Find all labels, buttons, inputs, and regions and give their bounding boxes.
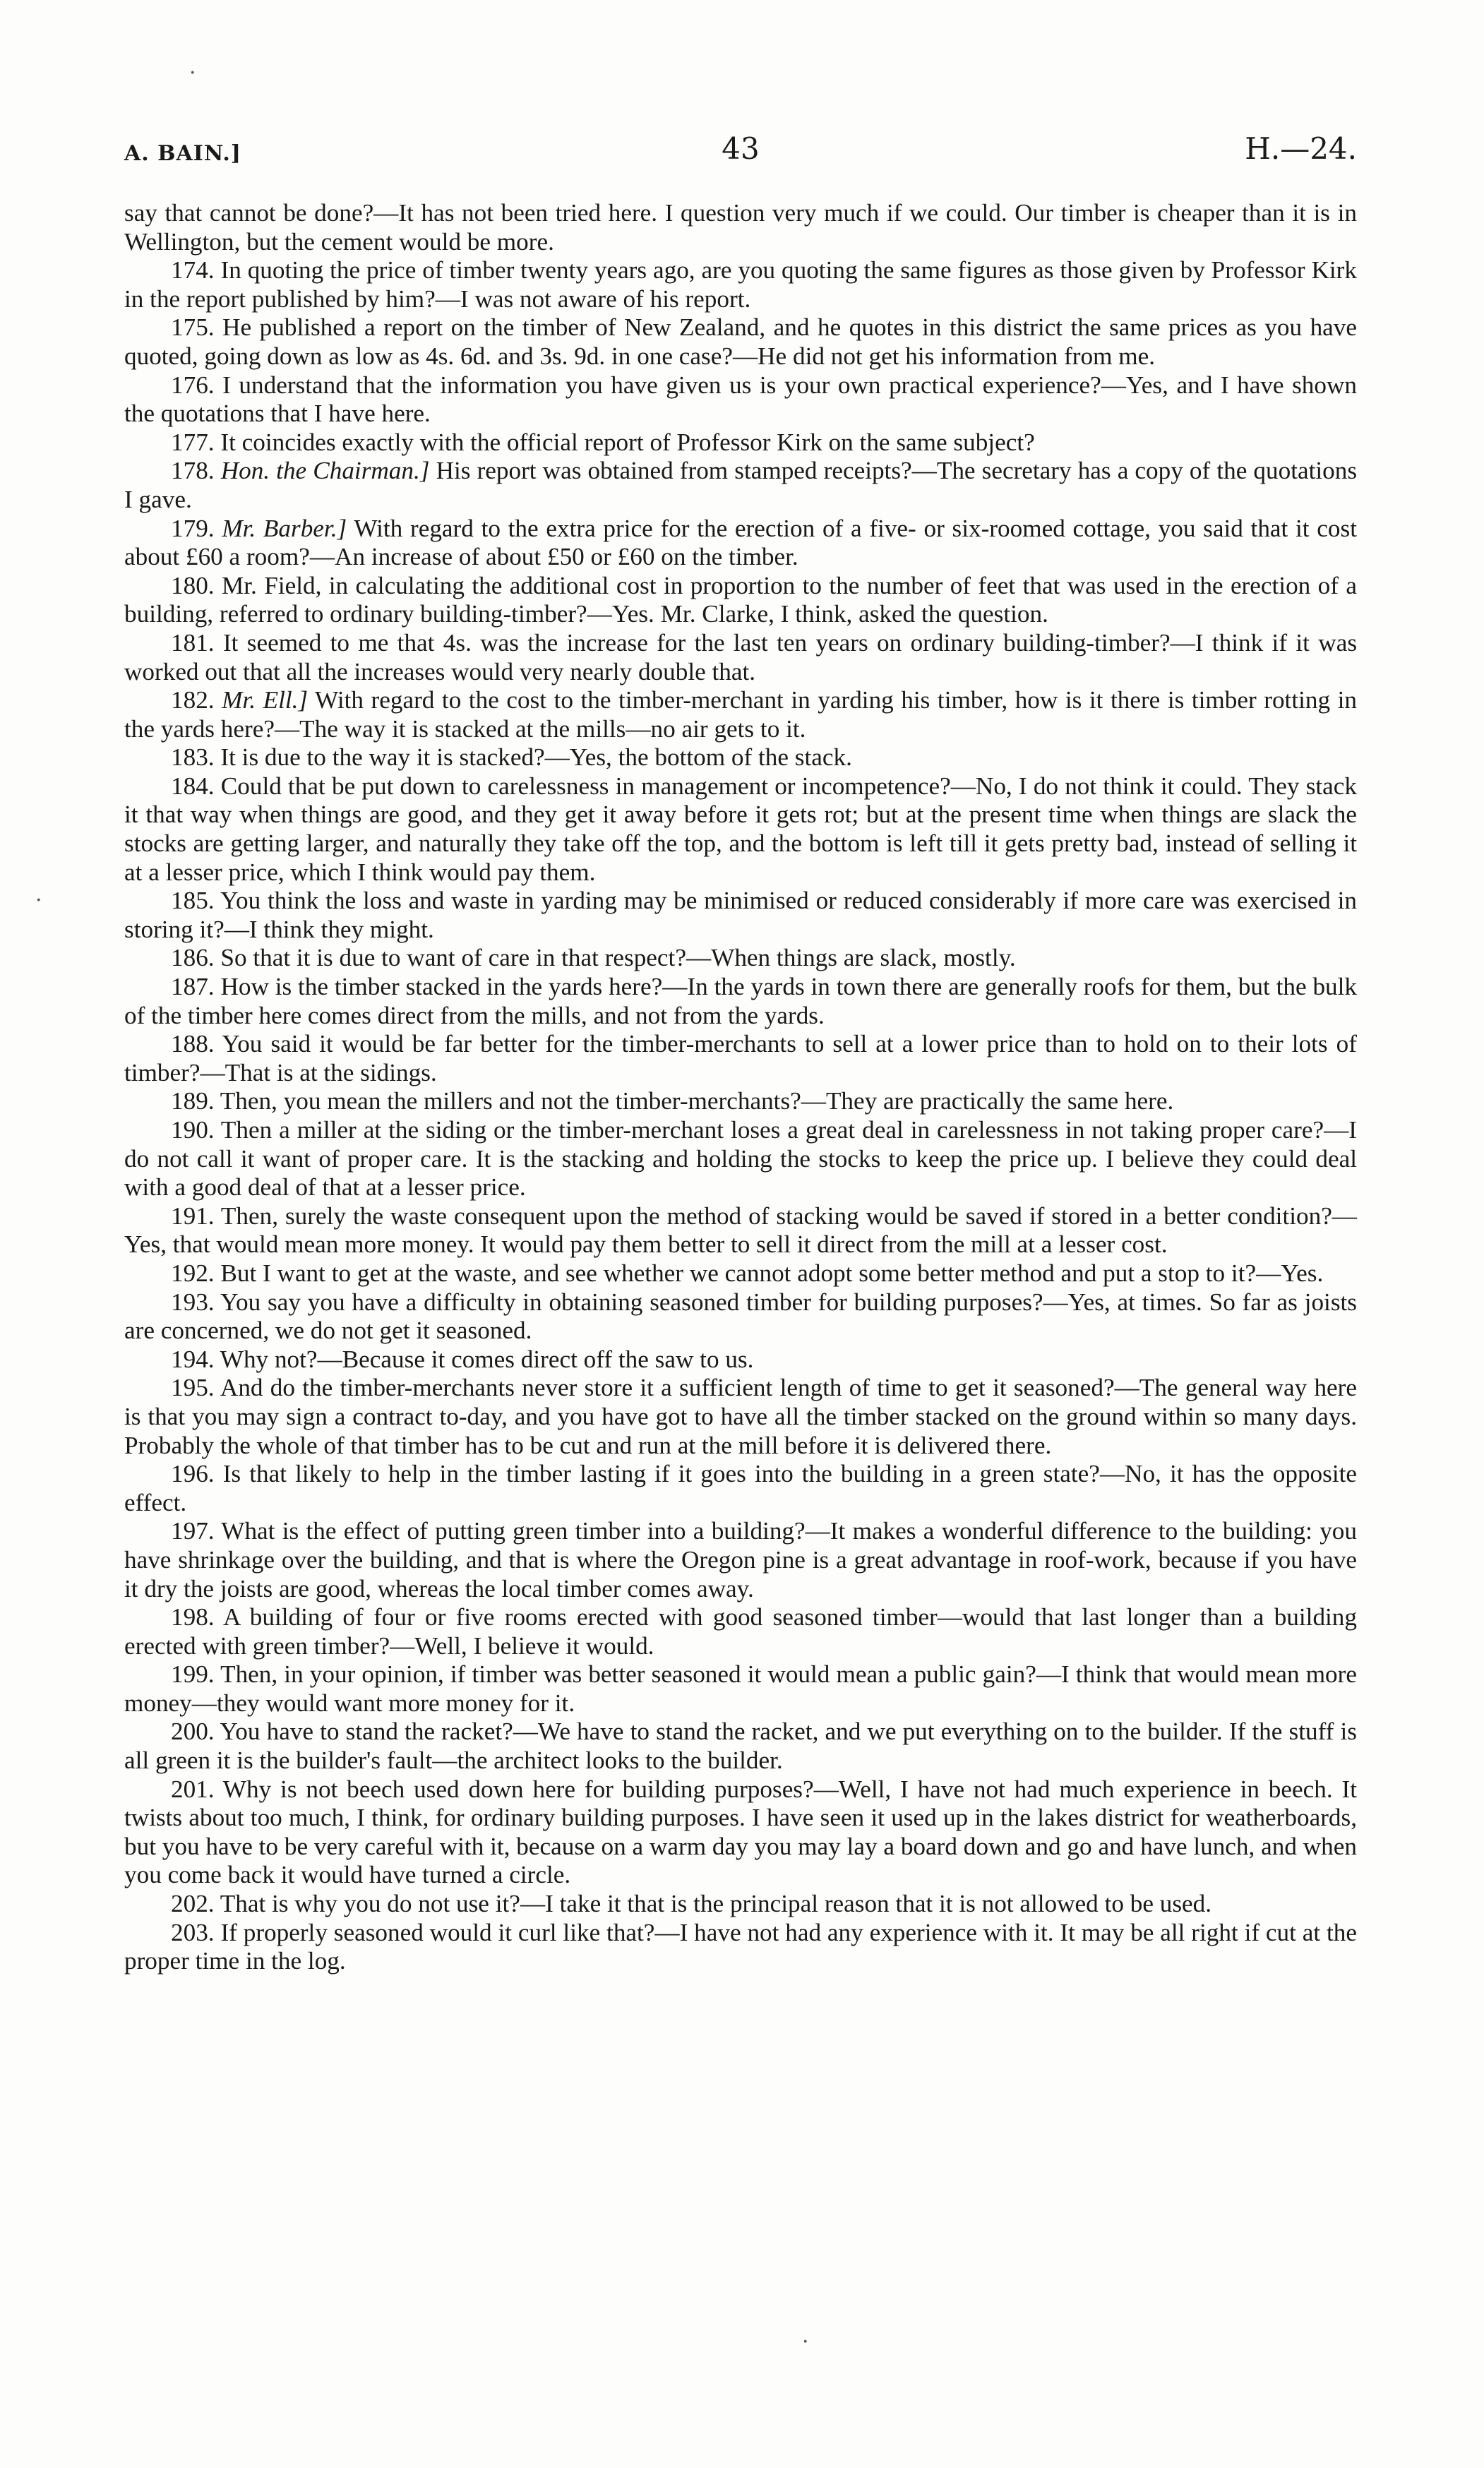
question-number: 195.: [171, 1374, 215, 1402]
question-number: 198.: [171, 1603, 215, 1631]
speaker-name: Mr. Barber.]: [222, 514, 347, 542]
question-paragraph: [124, 1517, 1357, 1603]
scan-speck: ·: [802, 2330, 809, 2354]
paragraph-text: Mr. Field, in calculating the additional cost in proportion to the number of feet that was used in the erection of a building, referred to ordinary building-timber?—Yes. Mr. Clarke, I think, asked the question.: [124, 571, 1357, 628]
question-paragraph: [124, 515, 1357, 572]
testimony-body: [124, 199, 1357, 1976]
question-paragraph: [124, 944, 1357, 973]
question-paragraph: [124, 371, 1357, 429]
speaker-name: Mr. Ell.]: [222, 686, 309, 714]
paragraph-text: Then, surely the waste consequent upon the method of stacking would be saved if stored in a better condition?—Yes, that would mean more money. It would pay them better to sell it direct from the mill at a lesser cost.: [124, 1202, 1357, 1259]
question-number: 196.: [171, 1460, 215, 1488]
question-number: 182.: [171, 686, 215, 714]
witness-name: A. BAIN.]: [124, 141, 241, 166]
question-paragraph: [124, 1202, 1357, 1259]
question-number: 184.: [171, 772, 215, 800]
question-paragraph: [124, 256, 1357, 313]
question-paragraph: [124, 1087, 1357, 1116]
question-paragraph: [124, 772, 1357, 887]
paragraph-text: Why is not beech used down here for building purposes?—Well, I have not had much experience in beech. It twists about too much, I think, for ordinary building purposes. I have seen it used up in the lakes district for weatherboards, but you have to be very careful with it, because on a warm day you may lay a board down and go and have lunch, and when you come back it would have turned a circle.: [124, 1775, 1357, 1889]
question-paragraph: [124, 1288, 1357, 1346]
paragraph-text: In quoting the price of timber twenty years ago, are you quoting the same figures as those given by Professor Kirk in the report published by him?—I was not aware of his report.: [124, 256, 1357, 313]
question-number: 190.: [171, 1116, 215, 1144]
question-paragraph: [124, 1919, 1357, 1976]
paragraph-text: It is due to the way it is stacked?—Yes, the bottom of the stack.: [220, 743, 852, 772]
paragraph-text: You have to stand the racket?—We have to stand the racket, and we put everything on to the builder. If the stuff is all green it is the builder's fault—the architect looks to the builder.: [124, 1718, 1357, 1775]
paragraph-text: He published a report on the timber of New Zealand, and he quotes in this district the same prices as you have quoted, going down as low as 4s. 6d. and 3s. 9d. in one case?—He did not get his information from me.: [124, 313, 1358, 370]
question-number: 189.: [171, 1087, 215, 1115]
paragraph-text: What is the effect of putting green timber into a building?—It makes a wonderful difference to the building: you have shrinkage over the building, and that is where the Oregon pine is a great advantage in roof-work, because if you have it dry the joists are good, whereas the local timber comes away.: [124, 1517, 1357, 1603]
question-number: 179.: [171, 514, 215, 542]
question-number: 197.: [171, 1517, 215, 1545]
question-number: 199.: [171, 1660, 215, 1689]
paragraph-text: Then, in your opinion, if timber was better seasoned it would mean a public gain?—I think that would mean more money—they would want more money for it.: [124, 1660, 1357, 1717]
question-paragraph: [124, 1460, 1357, 1517]
question-paragraph: [124, 1660, 1357, 1718]
paragraph-text: You say you have a difficulty in obtaining seasoned timber for building purposes?—Yes, at times. So far as joists are concerned, we do not get it seasoned.: [124, 1288, 1357, 1345]
question-number: 200.: [171, 1718, 215, 1746]
question-number: 185.: [171, 887, 215, 915]
question-number: 180.: [171, 571, 215, 599]
question-number: 191.: [171, 1202, 215, 1230]
question-number: 176.: [171, 371, 215, 399]
question-number: 174.: [171, 256, 215, 284]
paragraph-text: You said it would be far better for the timber-merchants to sell at a lower price than to hold on to their lots of timber?—That is at the sidings.: [124, 1030, 1357, 1086]
question-paragraph: [124, 1259, 1357, 1288]
question-number: 183.: [171, 743, 215, 772]
question-number: 202.: [171, 1890, 215, 1918]
paragraph-text: Then, you mean the millers and not the timber-merchants?—They are practically the same here.: [220, 1087, 1174, 1115]
question-paragraph: [124, 629, 1357, 686]
question-number: 175.: [171, 313, 215, 342]
question-number: 181.: [171, 628, 215, 657]
document-reference: H.—24.: [1245, 131, 1357, 166]
question-paragraph: [124, 1890, 1357, 1919]
paragraph-text: With regard to the cost to the timber-merchant in yarding his timber, how is it there is timber rotting in the yards here?—The way it is stacked at the mills—no air gets to it.: [124, 686, 1357, 743]
question-paragraph: [124, 429, 1357, 457]
paragraph-text: So that it is due to want of care in that respect?—When things are slack, mostly.: [220, 944, 1016, 972]
question-number: 203.: [171, 1918, 215, 1946]
question-paragraph: [124, 1346, 1357, 1374]
question-paragraph: [124, 313, 1357, 371]
question-paragraph: [124, 1116, 1357, 1202]
question-paragraph: [124, 457, 1357, 514]
paragraph-text: You think the loss and waste in yarding may be minimised or reduced considerably if more care was exercised in storing it?—I think they might.: [124, 887, 1357, 943]
question-paragraph: [124, 743, 1357, 772]
paragraph-text: Then a miller at the siding or the timber-merchant loses a great deal in carelessness in not taking proper care?—I do not call it want of proper care. It is the stacking and holding the stocks to keep the price up. I believe they could deal with a good deal of that at a lesser price.: [124, 1116, 1357, 1202]
paragraph-text: I understand that the information you have given us is your own practical experience?—Yes, and I have shown the quotations that I have here.: [124, 371, 1357, 428]
question-number: 193.: [171, 1288, 215, 1316]
question-paragraph: [124, 1603, 1357, 1660]
question-paragraph: [124, 887, 1357, 944]
scan-speck: ·: [189, 61, 196, 85]
paragraph-text: It coincides exactly with the official report of Professor Kirk on the same subject?: [220, 428, 1035, 456]
question-number: 192.: [171, 1259, 215, 1287]
question-paragraph: [124, 973, 1357, 1030]
paragraph-text: But I want to get at the waste, and see whether we cannot adopt some better method and put a stop to it?—Yes.: [220, 1259, 1324, 1287]
paragraph-text: And do the timber-merchants never store it a sufficient length of time to get it seasoned?—The general way here is that you may sign a contract to-day, and you have got to have all the timber stacked on the ground within so many days. Probably the whole of that timber has to be cut and run at the mill before it is delivered there.: [124, 1374, 1357, 1459]
question-number: 178.: [171, 457, 215, 485]
paragraph-text: A building of four or five rooms erected with good seasoned timber—would that last longer than a building erected with green timber?—Well, I believe it would.: [124, 1603, 1357, 1660]
question-paragraph: [124, 1775, 1357, 1890]
question-number: 201.: [171, 1775, 215, 1803]
question-number: 187.: [171, 973, 215, 1001]
paragraph-text: His report was obtained from stamped receipts?—The secretary has a copy of the quotations I gave.: [124, 457, 1358, 513]
question-number: 188.: [171, 1030, 215, 1058]
paragraph-text: If properly seasoned would it curl like that?—I have not had any experience with it. It may be all right if cut at the proper time in the log.: [124, 1918, 1357, 1975]
speaker-name: Hon. the Chairman.]: [220, 457, 430, 485]
paragraph-text: That is why you do not use it?—I take it that is the principal reason that it is not allowed to be used.: [220, 1890, 1212, 1918]
question-paragraph: [124, 1718, 1357, 1775]
page-header: [124, 131, 1357, 174]
page-number: 43: [722, 131, 760, 166]
paragraph-text: It seemed to me that 4s. was the increase for the last ten years on ordinary building-timber?—I think if it was worked out that all the increases would very nearly double that.: [124, 628, 1358, 685]
question-paragraph: [124, 572, 1357, 629]
paragraph-text: Is that likely to help in the timber lasting if it goes into the building in a green state?—No, it has the opposite effect.: [124, 1460, 1357, 1516]
paragraph-text: With regard to the extra price for the erection of a five- or six-roomed cottage, you said that it cost about £60 a room?—An increase of about £50 or £60 on the timber.: [124, 514, 1357, 571]
question-paragraph: [124, 199, 1357, 256]
question-paragraph: [124, 686, 1357, 743]
question-paragraph: [124, 1030, 1357, 1087]
question-number: 186.: [171, 944, 215, 972]
paragraph-text: Could that be put down to carelessness in management or incompetence?—No, I do not think it could. They stack it that way when things are good, and they get it away before it gets rot; but at the present time when things are slack the stocks are getting larger, and naturally they take off the top, and the bottom is left till it gets pretty bad, instead of selling it at a lesser price, which I think would pay them.: [124, 772, 1357, 886]
paragraph-text: Why not?—Because it comes direct off the saw to us.: [220, 1345, 754, 1373]
scan-speck: ·: [35, 888, 42, 913]
question-paragraph: [124, 1374, 1357, 1460]
question-number: 194.: [171, 1345, 215, 1373]
paragraph-text: How is the timber stacked in the yards here?—In the yards in town there are generally roofs for them, but the bulk of the timber here comes direct from the mills, and not from the yards.: [124, 973, 1357, 1029]
question-number: 177.: [171, 428, 215, 456]
paragraph-text: say that cannot be done?—It has not been tried here. I question very much if we could. Our timber is cheaper than it is in Wellington, but the cement would be more.: [124, 199, 1357, 256]
